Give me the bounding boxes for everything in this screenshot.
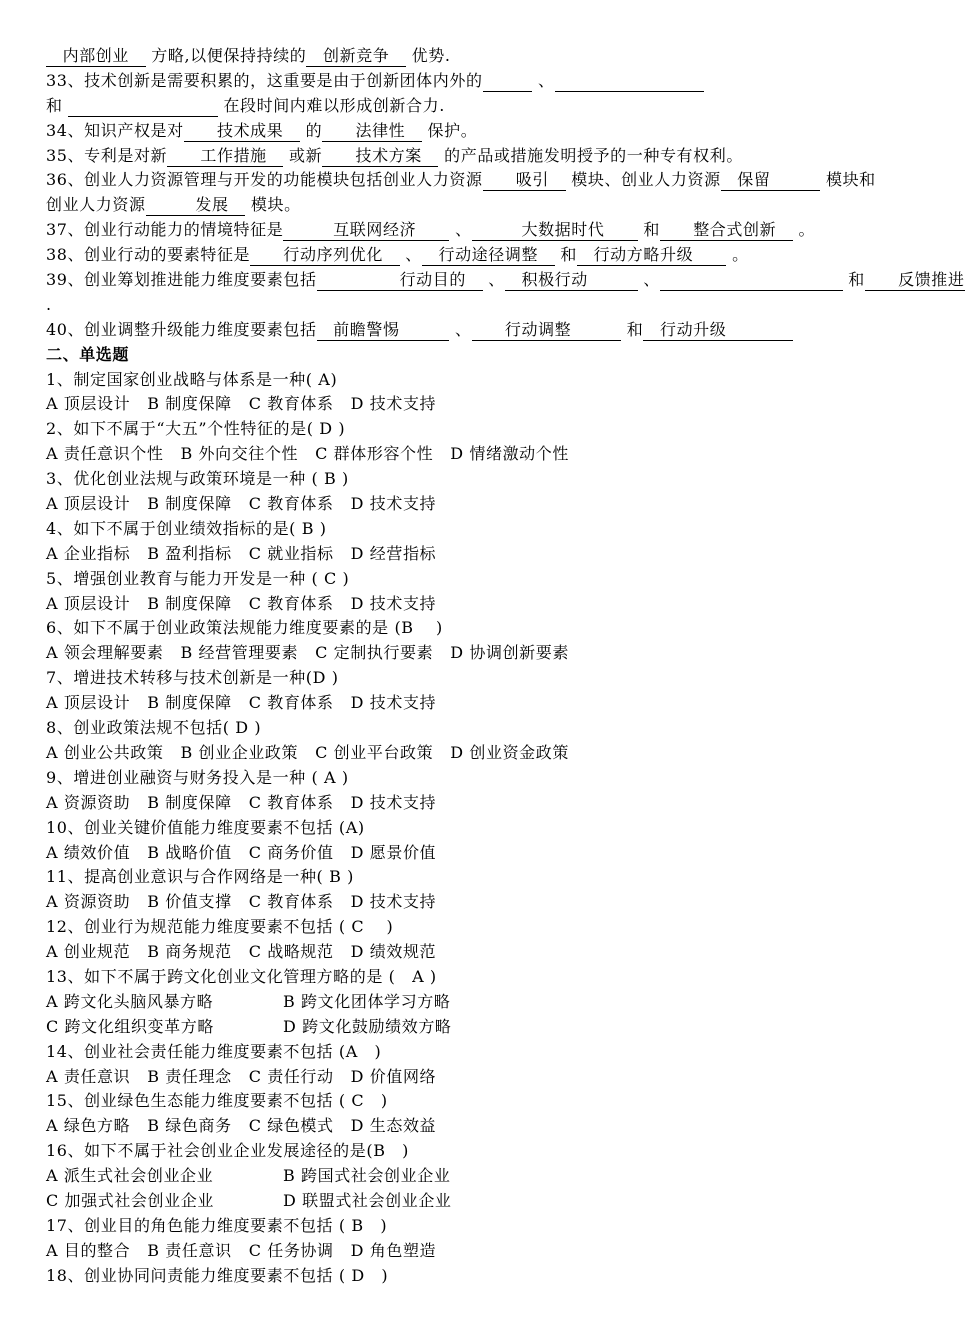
option: B 制度保障 xyxy=(147,593,232,613)
option: B 创业企业政策 xyxy=(180,742,299,762)
text: 模块。 xyxy=(245,195,301,215)
blank-answer xyxy=(68,96,217,117)
option: B 制度保障 xyxy=(147,792,232,812)
blank-answer: 反馈推进 xyxy=(864,270,965,290)
options-row xyxy=(46,492,926,517)
text: 、 xyxy=(482,270,505,290)
text: 的产品或措施发明授予的一种专有权利。 xyxy=(438,145,743,165)
text: 37、创业行动能力的情境特征是 xyxy=(46,220,284,240)
option: C 教育体系 xyxy=(248,593,334,613)
option: D 技术支持 xyxy=(350,693,437,713)
option: C 群体形容个性 xyxy=(315,444,434,464)
blank-answer: 吸引 xyxy=(482,170,566,190)
option: A 创业规范 xyxy=(46,942,131,962)
fill-question-34 xyxy=(46,119,926,144)
blank-answer: 法律性 xyxy=(322,120,422,140)
text: . xyxy=(46,294,52,314)
options-row xyxy=(46,1189,926,1214)
options-row xyxy=(46,1065,926,1090)
text: 在段时间内难以形成创新合力. xyxy=(217,95,445,115)
option: D 经营指标 xyxy=(350,543,437,563)
fill-question-38 xyxy=(46,243,926,268)
text: 和 xyxy=(554,245,577,265)
text: 模块、创业人力资源 xyxy=(565,170,721,190)
question-stem: 7、增进技术转移与技术创新是一种(D ) xyxy=(46,668,339,688)
text: 或新 xyxy=(283,145,323,165)
option: D 角色塑造 xyxy=(350,1240,437,1260)
option: D 跨文化鼓励绩效方略 xyxy=(283,1016,452,1036)
text: 33、技术创新是需要积累的，这重要是由于创新团体内外的 xyxy=(46,70,483,90)
blank-answer: 内部创业 xyxy=(46,46,146,65)
blank-answer: 互联网经济 xyxy=(283,220,450,240)
section-title: 二、单选题 xyxy=(46,344,130,364)
option: A 派生式社会创业企业 xyxy=(46,1166,214,1186)
option: D 技术支持 xyxy=(350,494,437,514)
blank-answer: 积极行动 xyxy=(504,270,638,290)
option: D 价值网络 xyxy=(350,1066,437,1086)
blank-answer: 整合式创新 xyxy=(660,220,793,240)
option: D 绩效规范 xyxy=(350,942,437,962)
text: 和 xyxy=(621,319,644,339)
blank-answer: 行动途径调整 xyxy=(421,245,555,265)
option: B 制度保障 xyxy=(147,394,232,414)
options-row xyxy=(46,641,926,666)
blank-answer: 行动序列优化 xyxy=(250,245,400,265)
fill-question-33-cont xyxy=(46,94,926,119)
option: C 创业平台政策 xyxy=(315,742,434,762)
option: D 技术支持 xyxy=(350,593,437,613)
option: C 责任行动 xyxy=(248,1066,334,1086)
option: C 绿色模式 xyxy=(248,1116,334,1136)
options-row xyxy=(46,741,926,766)
question-stem: 12、创业行为规范能力维度要素不包括 ( C ) xyxy=(46,917,394,937)
options-row xyxy=(46,841,926,866)
option: A 顶层设计 xyxy=(46,693,131,713)
text: 方略,以便保持持续的 xyxy=(145,46,307,65)
option: B 盈利指标 xyxy=(147,543,232,563)
text: 和 xyxy=(842,270,865,290)
option: D 愿景价值 xyxy=(350,842,437,862)
option: B 战略价值 xyxy=(147,842,232,862)
question-stem: 18、创业协同问责能力维度要素不包括 ( D ) xyxy=(46,1265,389,1285)
option: B 绿色商务 xyxy=(147,1116,232,1136)
question-stem: 16、如下不属于社会创业企业发展途径的是(B ) xyxy=(46,1141,410,1161)
question-stem: 4、如下不属于创业绩效指标的是( B ) xyxy=(46,518,327,538)
fill-question-37 xyxy=(46,218,926,243)
question-stem: 3、优化创业法规与政策环境是一种 ( B ) xyxy=(46,469,349,489)
option: B 跨国式社会创业企业 xyxy=(283,1166,451,1186)
question-stem: 13、如下不属于跨文化创业文化管理方略的是 ( A ) xyxy=(46,966,437,986)
text: 38、创业行动的要素特征是 xyxy=(46,245,251,265)
fill-question-35 xyxy=(46,144,926,169)
option: D 技术支持 xyxy=(350,394,437,414)
option: C 教育体系 xyxy=(248,892,334,912)
option: C 战略规范 xyxy=(248,942,334,962)
multiple-choice-list xyxy=(46,368,926,1289)
option: C 教育体系 xyxy=(248,394,334,414)
option: A 顶层设计 xyxy=(46,394,131,414)
text: 模块和 xyxy=(820,170,876,190)
fill-question-39-period xyxy=(46,293,926,318)
text: 、 xyxy=(449,319,472,339)
text: 优势. xyxy=(406,46,451,65)
blank-answer: 发展 xyxy=(145,195,246,215)
blank-answer: 前瞻警惕 xyxy=(316,319,450,339)
options-row xyxy=(46,691,926,716)
text: 创业人力资源 xyxy=(46,195,146,215)
option: B 制度保障 xyxy=(147,693,232,713)
options-row xyxy=(46,791,926,816)
text: 和 xyxy=(637,220,660,240)
text: 、 xyxy=(532,70,555,90)
text: 35、专利是对新 xyxy=(46,145,168,165)
text: 34、知识产权是对 xyxy=(46,120,184,140)
blank-answer: 行动方略升级 xyxy=(576,245,727,265)
options-row xyxy=(46,890,926,915)
text: 、 xyxy=(637,270,660,290)
option: B 制度保障 xyxy=(147,494,232,514)
option: C 任务协调 xyxy=(248,1240,334,1260)
text: 、 xyxy=(449,220,472,240)
fill-question-33 xyxy=(46,69,926,94)
blank-answer: 创新竞争 xyxy=(306,46,406,65)
text: 。 xyxy=(792,220,816,240)
blank-answer xyxy=(660,270,843,291)
text: 保护。 xyxy=(421,120,478,140)
option: B 跨文化团体学习方略 xyxy=(283,991,451,1011)
question-stem: 2、如下不属于“大五”个性特征的是( D ) xyxy=(46,419,346,439)
blank-answer: 技术方案 xyxy=(322,145,439,165)
option: C 教育体系 xyxy=(248,693,334,713)
text: 的 xyxy=(299,120,323,140)
option: B 价值支撑 xyxy=(147,892,232,912)
option: A 创业公共政策 xyxy=(46,742,164,762)
option: C 教育体系 xyxy=(248,792,334,812)
question-stem: 11、提高创业意识与合作网络是一种( B ) xyxy=(46,867,354,887)
option: D 生态效益 xyxy=(350,1116,437,1136)
option: D 技术支持 xyxy=(350,792,437,812)
option: A 绿色方略 xyxy=(46,1116,131,1136)
option: B 经营管理要素 xyxy=(180,643,299,663)
text: 和 xyxy=(46,95,69,115)
options-row xyxy=(46,542,926,567)
question-stem: 9、增进创业融资与财务投入是一种 ( A ) xyxy=(46,767,349,787)
option: C 定制执行要素 xyxy=(315,643,434,663)
option: A 责任意识个性 xyxy=(46,444,164,464)
text: 、 xyxy=(399,245,422,265)
options-row xyxy=(46,1015,926,1040)
option: C 商务价值 xyxy=(248,842,334,862)
options-row xyxy=(46,442,926,467)
option: A 资源资助 xyxy=(46,892,131,912)
options-row xyxy=(46,1239,926,1264)
blank-answer: 行动调整 xyxy=(471,319,622,339)
question-stem: 10、创业关键价值能力维度要素不包括 (A) xyxy=(46,817,365,837)
blank-answer: 技术成果 xyxy=(183,120,300,140)
question-stem: 1、制定国家创业战略与体系是一种( A) xyxy=(46,369,338,389)
option: C 加强式社会创业企业 xyxy=(46,1190,214,1210)
option: B 责任意识 xyxy=(147,1240,232,1260)
option: C 教育体系 xyxy=(248,494,334,514)
option: B 外向交往个性 xyxy=(180,444,299,464)
blank-answer: 行动升级 xyxy=(643,319,793,339)
option: A 顶层设计 xyxy=(46,494,131,514)
fill-question-36-cont xyxy=(46,193,926,218)
option: D 技术支持 xyxy=(350,892,437,912)
option: A 领会理解要素 xyxy=(46,643,164,663)
options-row xyxy=(46,392,926,417)
option: B 商务规范 xyxy=(147,942,232,962)
option: C 跨文化组织变革方略 xyxy=(46,1016,214,1036)
question-stem: 6、如下不属于创业政策法规能力维度要素的是 (B ) xyxy=(46,618,443,638)
option: D 联盟式社会创业企业 xyxy=(283,1190,452,1210)
question-stem: 17、创业目的角色能力维度要素不包括 ( B ) xyxy=(46,1215,388,1235)
blank-answer xyxy=(483,71,533,92)
text: 40、创业调整升级能力维度要素包括 xyxy=(46,319,317,339)
fill-line-continued xyxy=(46,44,926,69)
document-page xyxy=(46,44,965,1289)
options-row xyxy=(46,1164,926,1189)
option: A 责任意识 xyxy=(46,1066,131,1086)
blank-answer: 大数据时代 xyxy=(471,220,638,240)
option: D 协调创新要素 xyxy=(450,643,569,663)
options-row xyxy=(46,940,926,965)
question-stem: 5、增强创业教育与能力开发是一种 ( C ) xyxy=(46,568,350,588)
option: D 创业资金政策 xyxy=(450,742,569,762)
text: 36、创业人力资源管理与开发的功能模块包括创业人力资源 xyxy=(46,170,483,190)
option: A 跨文化头脑风暴方略 xyxy=(46,991,214,1011)
option: B 责任理念 xyxy=(147,1066,232,1086)
blank-answer: 保留 xyxy=(720,170,821,190)
option: C 就业指标 xyxy=(248,543,334,563)
options-row xyxy=(46,592,926,617)
question-stem: 14、创业社会责任能力维度要素不包括 (A ) xyxy=(46,1041,382,1061)
fill-question-39 xyxy=(46,268,965,293)
blank-answer: 行动目的 xyxy=(316,270,483,290)
text: 。 xyxy=(726,245,749,265)
option: A 绩效价值 xyxy=(46,842,131,862)
fill-question-40 xyxy=(46,318,926,343)
blank-answer: 工作措施 xyxy=(167,145,284,165)
blank-answer xyxy=(555,71,704,92)
option: D 情绪激动个性 xyxy=(450,444,569,464)
options-row xyxy=(46,1114,926,1139)
option: A 目的整合 xyxy=(46,1240,131,1260)
options-row xyxy=(46,990,926,1015)
option: A 资源资助 xyxy=(46,792,131,812)
option: A 企业指标 xyxy=(46,543,131,563)
option: A 顶层设计 xyxy=(46,593,131,613)
question-stem: 15、创业绿色生态能力维度要素不包括 ( C ) xyxy=(46,1091,388,1111)
question-stem: 8、创业政策法规不包括( D ) xyxy=(46,718,262,738)
fill-question-36 xyxy=(46,168,926,193)
text: 39、创业筹划推进能力维度要素包括 xyxy=(46,270,317,290)
